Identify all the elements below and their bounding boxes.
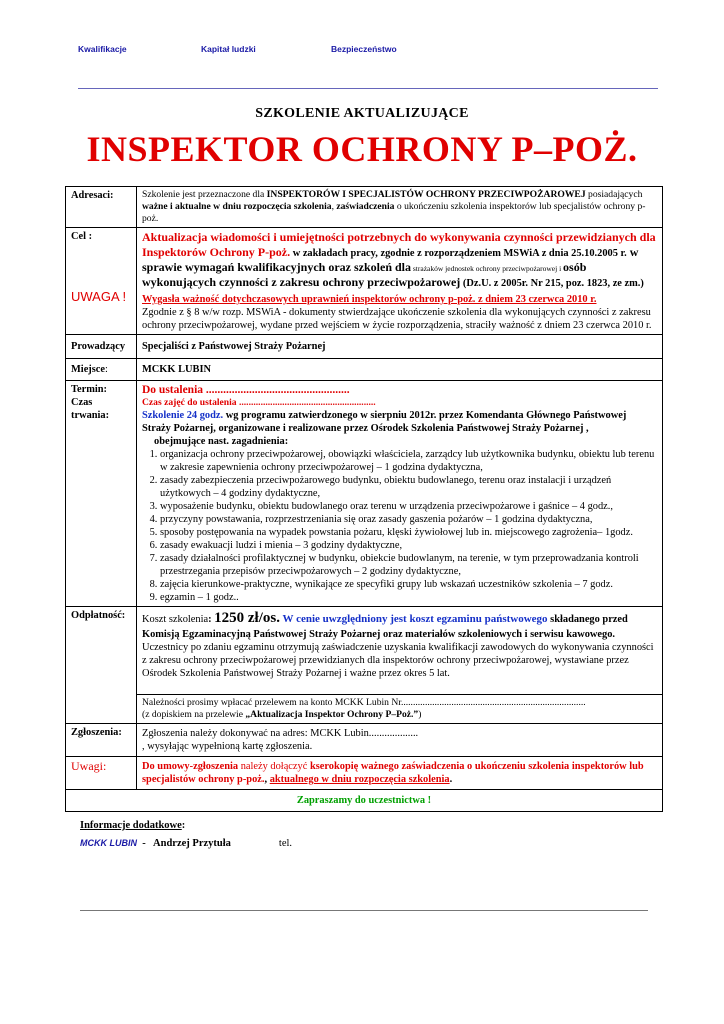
row-miejsce	[66, 358, 663, 380]
text: zgodnie z rozporządzeniem MSWiA z dnia 25.10.2005 r.	[377, 247, 627, 259]
text: Miejsce	[71, 363, 106, 375]
warning-label: UWAGA !	[71, 288, 127, 304]
cel-goal	[142, 230, 657, 290]
termin-program	[142, 409, 657, 435]
row-payment	[66, 695, 663, 724]
course-details-table	[65, 186, 663, 812]
label-cel	[66, 227, 137, 334]
text: )	[418, 709, 422, 721]
label-prowadzacy: Prowadzący	[66, 334, 137, 358]
list-item: 8. zajęcia kierunkowe-praktyczne, wynikające ze specyfiki grupy lub wskazań uczestników szkolenia – 7 godz.	[160, 578, 657, 591]
text: składanego przed Komisją Egzaminacyjną Państwowej Straży Pożarnej oraz materiałów szkoleniowych i serwisu kawowego.	[142, 614, 628, 641]
label-zgloszenia: Zgłoszenia:	[66, 724, 137, 757]
payment-info	[137, 695, 663, 724]
price: 1250 zł/os.	[214, 610, 280, 627]
text: zaświadczenia	[336, 200, 395, 212]
text: :	[208, 614, 215, 626]
text: Szkolenie jest przeznaczone dla	[142, 189, 267, 200]
text: :	[181, 820, 186, 831]
page-title: INSPEKTOR OCHRONY P–POŻ.	[86, 129, 638, 169]
cel-warning-detail: Zgodnie z § 8 w/w rozp. MSWiA - dokumenty stwierdzające ukończenie szkolenia dla wykonujących czynności z zakresu ochrony przeciwpożarowej, wydane przed wejściem w życie rozporządzenia, straciły ważność z dniem 23 czerwca 2010 r.	[142, 306, 652, 331]
text: W cenie uwzględniony jest koszt egzaminu państwowego	[279, 613, 548, 626]
text: Zgłoszenia należy dokonywać na adres: MCKK Lubin...................	[142, 728, 419, 740]
text: trwania:	[71, 409, 110, 421]
row-zgloszenia	[66, 724, 663, 757]
text: Wygasła ważność dotychczasowych uprawnień inspektorów ochrony p-poż. z dniem 23 czerwca 2010 r.	[142, 293, 597, 305]
text: ważne i aktualne w dniu rozpoczęcia szkolenia	[142, 200, 332, 212]
text: Termin:	[71, 383, 107, 395]
text: Aktualizacja wiadomości i umiejętności potrzebnych do wykonywania czynności przewidzianych dla Inspektorów Ochrony P-poż.	[142, 229, 656, 259]
cel-warning	[142, 293, 657, 306]
zgloszenia-content	[137, 724, 663, 757]
row-prowadzacy	[66, 334, 663, 358]
nav-link-bezpieczenstwo[interactable]: Bezpieczeństwo	[331, 44, 397, 54]
list-item: 6. zasady ewakuacji ludzi i mienia – 3 godziny dydaktyczne,	[160, 539, 657, 552]
termin-topics-heading: obejmujące nast. zagadnienia:	[154, 436, 289, 448]
text: kserokopię ważnego zaświadczenia o ukończeniu szkolenia inspektorów lub specjalistów ochrony p-poż.	[142, 761, 644, 786]
list-item: 3. wyposażenie budynku, obiektu budowlanego oraz terenu w urządzenia przeciwpożarowe i gaśnice – 4 godz.,	[160, 500, 657, 513]
termin-date: Do ustalenia ..................................................	[142, 383, 350, 396]
row-cel	[66, 227, 663, 334]
list-item: 1. organizacja ochrony przeciwpożarowej, obowiązki właściciela, zarządcy lub użytkownika budynku, obiektu lub terenu w zakresie zapewnienia ochrony przeciwpożarowej – 1 godzina dydaktyczna,	[160, 448, 657, 474]
text: Szkolenie 24 godz.	[142, 410, 224, 422]
text: posiadających	[585, 189, 643, 200]
text: Koszt szkolenia	[142, 614, 209, 626]
contact-line	[80, 838, 292, 849]
termin-time: Czas zajęć do ustalenia .........................................................	[142, 397, 376, 409]
row-adresaci	[66, 187, 663, 228]
prowadzacy-value: Specjaliści z Państwowej Straży Pożarnej	[137, 334, 663, 358]
text: Należności prosimy wpłacać przelewem na konto MCKK Lubin Nr.............................................................................	[142, 697, 586, 709]
header-divider	[78, 88, 658, 89]
row-termin	[66, 380, 663, 606]
text: należy dołączyć	[238, 761, 310, 773]
text: strażaków jednostek ochrony przeciwpożarowej i	[411, 263, 564, 273]
label-uwagi: Uwagi:	[66, 757, 137, 790]
text: .	[449, 774, 453, 786]
invitation-text: Zapraszamy do uczestnictwa !	[66, 790, 663, 812]
nav-link-kapital-ludzki[interactable]: Kapitał ludzki	[201, 44, 256, 54]
label-miejsce	[66, 358, 137, 380]
text: o ukończeniu szkolenia inspektorów lub specjalistów ochrony p-poż.	[142, 200, 646, 224]
text: Uczestnicy po zdaniu egzaminu otrzymują zaświadczenie uzyskania kwalifikacji zawodowych do wykonywania czynności z zakresu ochrony przeciwpożarowej przewidzianych dla inspektorów ochrony przeciwpożarowej, wystawiane przez Ośrodek Szkolenia Państwowej Straży Pożarnej i ważne przez okres 5 lat.	[142, 642, 654, 680]
adresaci-content	[137, 187, 663, 228]
text: -	[137, 838, 154, 849]
miejsce-value: MCKK LUBIN	[137, 358, 663, 380]
text: „Aktualizacja Inspektor Ochrony P–Poż.”	[245, 709, 419, 721]
list-item: 7. zasady działalności profilaktycznej w budynku, obiekcie budowlanym, na terenie, w tym przeprowadzania kontroli przestrzegania przepisów przeciwpożarowych – 2 godziny dydaktyczne,	[160, 552, 657, 578]
list-item: 9. egzamin – 1 godz..	[160, 591, 657, 604]
text: osób wykonujących czynności z zakresu ochrony przeciwpożarowej	[142, 259, 587, 289]
text: (z dopiskiem na przelewie	[142, 709, 246, 721]
text: ,	[331, 200, 337, 212]
list-item: 4. przyczyny powstawania, rozprzestrzeniania się oraz zasady gaszenia pożarów – 1 godzina dydaktyczna,	[160, 513, 657, 526]
text: aktualnego w dniu rozpoczęcia szkolenia	[269, 774, 450, 786]
topics-list	[142, 448, 657, 604]
text: w zakładach pracy,	[290, 247, 378, 259]
text: ,	[264, 774, 270, 786]
label-odplatnosc: Odpłatność:	[66, 607, 137, 724]
text: Czas	[71, 396, 93, 408]
text: INSPEKTORÓW I SPECJALISTÓW OCHRONY PRZECIWPOŻAROWEJ	[266, 189, 586, 200]
list-item: 2. zasady zabezpieczenia przeciwpożarowego budynku, obiektu budowlanego, terenu oraz instalacji i urządzeń użytkowych – 4 godziny dydaktyczne,	[160, 474, 657, 500]
contact-person: Andrzej Przytuła	[153, 838, 231, 849]
top-nav	[0, 44, 724, 58]
cel-label-text: Cel :	[71, 230, 93, 242]
page-subtitle: SZKOLENIE AKTUALIZUJĄCE	[255, 106, 469, 121]
text: Informacje dodatkowe	[80, 820, 182, 831]
text: , wysyłając wypełnioną kartę zgłoszenia.	[142, 741, 313, 753]
text: wg programu zatwierdzonego w sierpniu 2012r. przez Komendanta Głównego Państwowej Straży Pożarnej, organizowane i realizowane przez Ośrodek Szkolenia Państwowej Straży Pożarnej ,	[142, 410, 627, 435]
termin-content	[137, 380, 663, 606]
nav-link-kwalifikacje[interactable]: Kwalifikacje	[78, 44, 127, 54]
additional-info-heading	[80, 820, 185, 831]
org-name: MCKK LUBIN	[80, 838, 137, 848]
label-termin	[66, 380, 137, 606]
cel-content	[137, 227, 663, 334]
row-odplatnosc	[66, 607, 663, 695]
label-adresaci: Adresaci:	[66, 187, 137, 228]
text: (Dz.U. z 2005r. Nr 215, poz. 1823, ze zm.)	[460, 277, 644, 289]
row-uwagi	[66, 757, 663, 790]
footer-divider	[80, 910, 648, 911]
text: Do umowy-zgłoszenia	[142, 761, 239, 773]
list-item: 5. sposoby postępowania na wypadek powstania pożaru, klęski żywiołowej lub in. miejscowego zagrożenia– 1godz.	[160, 526, 657, 539]
contact-tel: tel.	[278, 838, 293, 849]
row-footer	[66, 790, 663, 812]
odplatnosc-cost	[137, 607, 663, 695]
text: w sprawie wymagań kwalifikacyjnych oraz szkoleń dla	[142, 244, 639, 274]
text: :	[105, 363, 108, 375]
uwagi-content	[137, 757, 663, 790]
